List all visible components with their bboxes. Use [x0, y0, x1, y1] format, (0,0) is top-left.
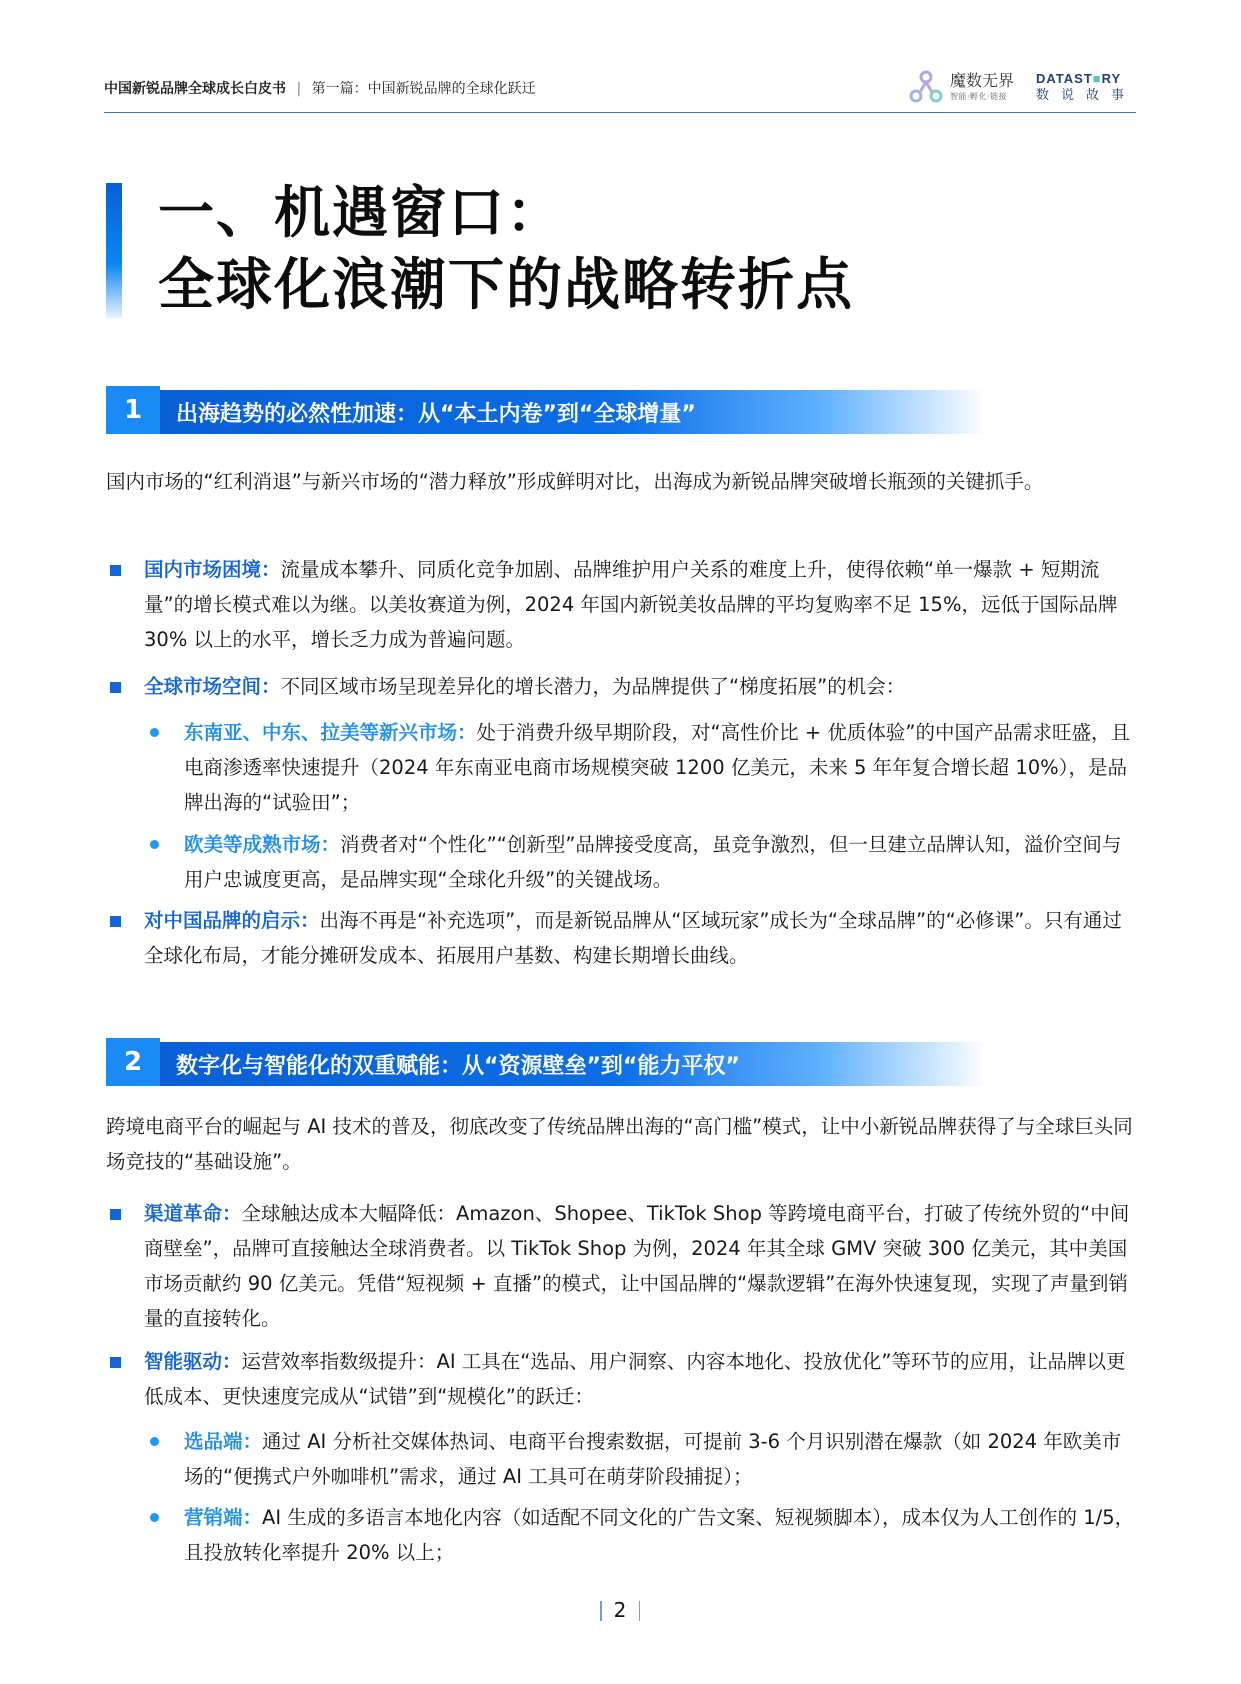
- sub-list-item: [146, 1424, 1136, 1494]
- logo-text-pre: DATAST: [1035, 71, 1093, 86]
- list-item: [106, 1344, 1136, 1414]
- header-separator: |: [296, 81, 302, 97]
- sub-list-item: [146, 827, 1136, 897]
- sub-item-label: 东南亚、中东、拉美等新兴市场：: [184, 721, 477, 744]
- item-text: 流量成本攀升、同质化竞争加剧、品牌维护用户关系的难度上升，使得依赖“单一爆款 + 短期流量”的增长模式难以为继。以美妆赛道为例，2024 年国内新锐美妆品牌的平均复购率不足 15%，远低于国际品牌 30% 以上的水平，增长乏力成为普遍问题。: [144, 558, 1118, 651]
- molecule-logo-icon: [908, 69, 944, 105]
- page-title: [158, 178, 854, 322]
- logo-text-post: RY: [1101, 71, 1122, 86]
- datastory-logo-name: [1036, 72, 1136, 85]
- sub-item-label: 欧美等成熟市场：: [184, 833, 341, 856]
- section-2-intro: 跨境电商平台的崛起与 AI 技术的普及，彻底改变了传统品牌出海的“高门槛”模式，让中小新锐品牌获得了与全球巨头同场竞技的“基础设施”。: [106, 1115, 1133, 1173]
- square-bullet-icon: [110, 916, 121, 927]
- sub-item-label: 营销端：: [184, 1506, 263, 1529]
- sub-list-item: [146, 1500, 1136, 1570]
- datastory-logo: [1036, 72, 1136, 102]
- item-text: 出海不再是“补充选项”，而是新锐品牌从“区域玩家”成长为“全球品牌”的“必修课”。只有通过全球化布局，才能分摊研发成本、拓展用户基数、构建长期增长曲线。: [144, 909, 1122, 967]
- square-bullet-icon: [110, 1357, 121, 1368]
- title-accent-bar: [106, 183, 122, 318]
- item-label: 对中国品牌的启示：: [144, 909, 320, 932]
- page-header: [104, 60, 1136, 113]
- section-2-heading: [106, 1042, 986, 1086]
- round-bullet-icon: [150, 840, 159, 849]
- mosu-logo-name: 魔数无界: [949, 71, 1014, 90]
- sub-item-text: 消费者对“个性化”“创新型”品牌接受度高，虽竞争激烈，但一旦建立品牌认知，溢价空间与用户忠诚度更高，是品牌实现“全球化升级”的关键战场。: [184, 833, 1122, 891]
- round-bullet-icon: [150, 1513, 159, 1522]
- section-1-heading: [106, 390, 986, 434]
- sub-item-label: 选品端：: [184, 1430, 263, 1453]
- item-text: 运营效率指数级提升：AI 工具在“选品、用户洞察、内容本地化、投放优化”等环节的应用，让品牌以更低成本、更快速度完成从“试错”到“规模化”的跃迁：: [144, 1350, 1126, 1408]
- page-title-line2: 全球化浪潮下的战略转折点: [158, 253, 854, 318]
- sub-item-text: 处于消费升级早期阶段，对“高性价比 + 优质体验”的中国产品需求旺盛，且电商渗透率快速提升（2024 年东南亚电商市场规模突破 1200 亿美元，未来 5 年年复合增长超 10%），是品牌出海的“试验田”；: [184, 721, 1130, 814]
- section-1-intro: 国内市场的“红利消退”与新兴市场的“潜力释放”形成鲜明对比，出海成为新锐品牌突破增长瓶颈的关键抓手。: [106, 470, 1044, 493]
- sub-list-item: [146, 715, 1136, 820]
- running-header: [104, 78, 536, 98]
- book-title: 中国新锐品牌全球成长白皮书: [104, 81, 286, 97]
- round-bullet-icon: [150, 1437, 159, 1446]
- list-item: [106, 552, 1136, 657]
- section-number: 2: [106, 1038, 160, 1086]
- mosu-logo: [908, 69, 1014, 105]
- list-item: [106, 669, 1136, 704]
- sub-item-text: 通过 AI 分析社交媒体热词、电商平台搜索数据，可提前 3-6 个月识别潜在爆款（如 2024 年欧美市场的“便携式户外咖啡机”需求，通过 AI 工具可在萌芽阶段捕捉）；: [184, 1430, 1122, 1488]
- square-bullet-icon: [110, 565, 121, 576]
- page-number: 2: [600, 1598, 640, 1622]
- list-item: [106, 903, 1136, 973]
- sub-item-text: AI 生成的多语言本地化内容（如适配不同文化的广告文案、短视频脚本），成本仅为人工创作的 1/5，且投放转化率提升 20% 以上；: [184, 1506, 1135, 1564]
- round-bullet-icon: [150, 728, 159, 737]
- square-bullet-icon: [110, 1209, 121, 1220]
- item-label: 渠道革命：: [144, 1202, 242, 1225]
- datastory-logo-sub: 数说故事: [1035, 88, 1136, 103]
- item-label: 国内市场困境：: [144, 558, 281, 581]
- square-bullet-icon: [110, 682, 121, 693]
- section-title: 出海趋势的必然性加速：从“本土内卷”到“全球增量”: [160, 390, 986, 434]
- item-label: 全球市场空间：: [144, 675, 281, 698]
- section-title: 数字化与智能化的双重赋能：从“资源壁垒”到“能力平权”: [160, 1042, 986, 1086]
- list-item: [106, 1196, 1136, 1336]
- item-label: 智能驱动：: [144, 1350, 242, 1373]
- item-text: 全球触达成本大幅降低：Amazon、Shopee、TikTok Shop 等跨境电商平台，打破了传统外贸的“中间商壁垒”，品牌可直接触达全球消费者。以 TikTok Shop 为例，2024 年其全球 GMV 突破 300 亿美元，其中美国市场贡献约 90 亿美元。凭借“短视频 + 直播”的模式，让中国品牌的“爆款逻辑”在海外快速复现，实现了声量到销量的直接转化。: [144, 1202, 1130, 1330]
- mosu-logo-tagline: 智能·孵化·链接: [949, 92, 1008, 101]
- logo-square-icon: ■: [1092, 71, 1102, 86]
- page-title-line1: 一、机遇窗口：: [158, 181, 564, 246]
- logos: [908, 68, 1136, 106]
- section-number: 1: [106, 386, 160, 434]
- item-text: 不同区域市场呈现差异化的增长潜力，为品牌提供了“梯度拓展”的机会：: [280, 675, 906, 698]
- chapter-title: 第一篇：中国新锐品牌的全球化跃迁: [311, 81, 536, 97]
